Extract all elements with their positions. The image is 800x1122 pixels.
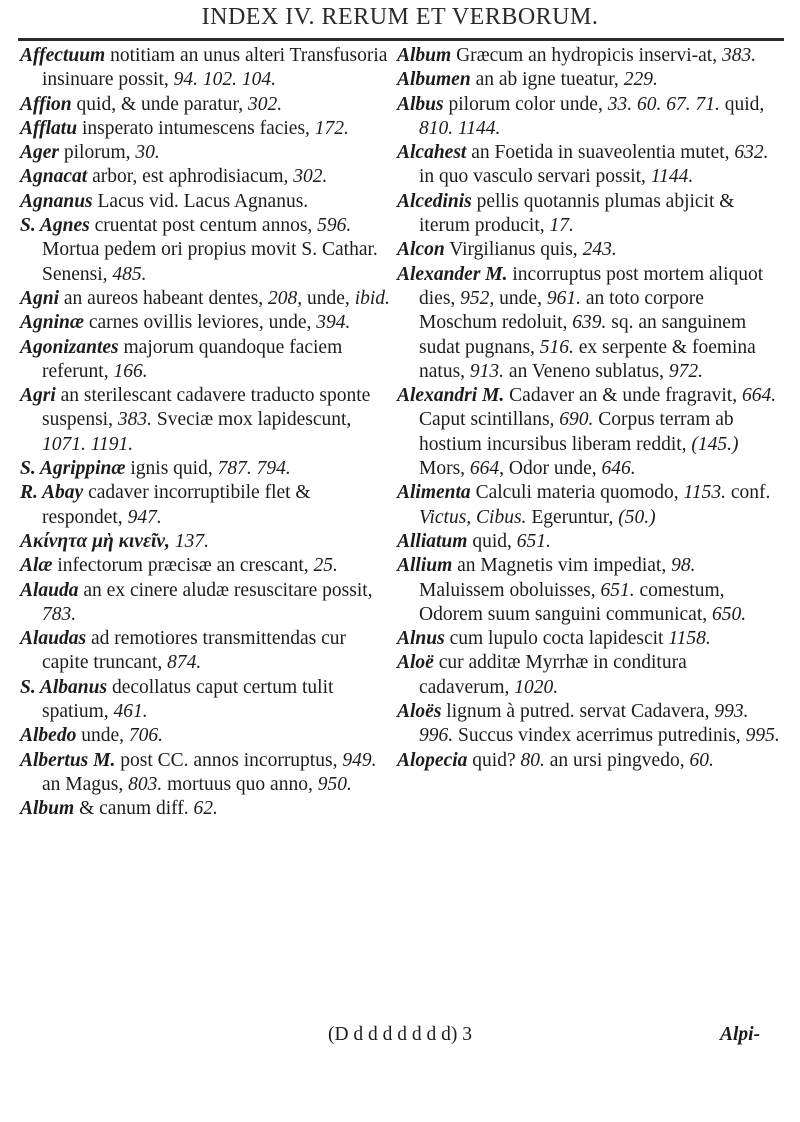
entry-text: an ab igne tueatur, [470,69,624,91]
entry-text: cur additæ Myrrhæ in conditura cadaverum, [419,652,687,698]
index-entry [20,44,392,93]
entry-text: quid, & unde paratur, [71,93,248,115]
page-reference: 60. [689,749,714,771]
entry-text: an Magus, [42,773,129,795]
page-reference: 30. [135,142,160,164]
entry-text: Cadaver an & unde fragravit, [504,385,742,407]
entry-headword: Alaudas [20,628,87,650]
entry-text: unde, [76,725,129,747]
entry-headword: Agni [20,287,60,309]
page-reference: (50.) [618,506,656,528]
entry-headword: Ακίνητα μὴ κινεῖν, [20,530,170,552]
entry-text: carnes ovillis leviores, unde, [83,312,317,334]
entry-text: Mortua pedem ori propius movit S. Cathar. Senensi, [42,239,378,285]
entry-headword: Agnanus [20,190,93,212]
page-reference: 706. [128,725,163,747]
index-entry [397,384,782,481]
index-entry [20,457,392,481]
entry-headword: Aloës [397,701,442,723]
entry-headword: Affion [20,93,72,115]
index-entry [20,530,392,554]
entry-headword: Agninæ [20,312,84,334]
entry-text: cum lupulo cocta lapidescit [444,628,669,650]
entry-headword: S. Albanus [20,676,108,698]
page-reference: 787. 794. [217,458,291,480]
page-reference: 461. [113,701,148,723]
page-reference: 229. [623,69,658,91]
page-reference: 394. [316,312,351,334]
index-entry [397,554,782,627]
entry-headword: Alæ [20,555,53,577]
entry-text: cadaver incorruptibile flet & respondet, [42,482,311,528]
index-entry [397,44,782,68]
entry-text: an toto corpore Moschum redoluit, [419,287,704,334]
index-entry [397,481,782,530]
index-entry [397,190,782,239]
entry-text: ex serpente & foemina natus, [419,336,756,382]
entry-text: in quo vasculo servari possit, [419,166,651,188]
page-reference: 913. [469,360,505,382]
page-reference: 810. 1144. [419,117,501,139]
entry-text: pilorum color unde, [443,93,608,115]
entry-text: Succus vindex acerrimus putredinis, [453,725,746,747]
entry-headword: Alexandri M. [397,385,505,407]
entry-text: cruentat post centum annos, [89,215,318,237]
entry-text: Corpus terram ab hostium incursibus liberam reddit, [419,409,734,455]
page-reference: 516. [539,336,574,358]
page-reference: 664, [469,458,505,480]
entry-text: ad remotiores transmittendas cur capite truncant, [42,628,347,674]
page-reference: 1071. 1191. [42,433,134,455]
entry-headword: Alexander M. [397,263,508,285]
index-entry [20,93,392,117]
page-reference: 995. [745,725,780,747]
page-reference: 62. [193,798,218,820]
index-entry [397,93,782,142]
index-entry [20,287,392,311]
entry-text: post CC. annos incorruptus, [115,749,343,771]
entry-text: Græcum an hydropicis inservi-at, [451,45,722,66]
index-entry [397,627,782,651]
index-entry [20,749,392,798]
entry-text: quid? [467,749,521,771]
entry-text: Sveciæ mox lapidescunt, [151,409,352,431]
entry-text: majorum quandoque faciem referunt, [42,336,343,382]
page-reference: 98. [671,555,696,577]
entry-text: pilorum, [59,142,136,164]
entry-headword: Ager [20,142,59,164]
entry-text: pellis quotannis plumas abjicit & iterum producit, [419,190,735,237]
page-reference: 80. [520,749,545,771]
page-reference: 949. [342,749,377,771]
page-reference: 243. [582,239,617,261]
index-entry [397,749,782,773]
entry-text: decollatus caput certum tulit spatium, [42,676,334,723]
entry-text: incorruptus post mortem aliquot dies, [419,263,764,309]
entry-text: an Foetida in suaveolentia mutet, [466,142,735,164]
entry-text: Virgilianus quis, [444,239,583,261]
entry-text: an ex cinere aludæ resuscitare possit, [78,579,373,601]
entry-text: Calculi materia quomodo, [470,482,684,504]
index-entry [20,797,392,821]
page-reference: 950. [317,773,352,795]
entry-text: an sterilescant cadavere traducto sponte suspensi, [42,385,371,431]
index-entry [20,676,392,725]
page-reference: 208, [268,287,303,309]
page-reference: 137. [169,530,209,552]
page-reference: 25. [313,555,338,577]
entry-headword: Album [20,798,75,820]
index-entry [20,190,392,214]
entry-text: Caput scintillans, [419,409,560,431]
entry-text: conf. [725,482,771,504]
page-reference: ibid. [354,287,390,309]
entry-text: lignum à putred. servat Cadavera, [441,701,715,723]
page-reference: (145.) [691,433,739,455]
page-reference: 690. [559,409,594,431]
right-column [397,44,782,773]
entry-headword: Albus [397,93,444,115]
entry-headword: Agnacat [20,166,88,188]
index-entry [20,579,392,628]
entry-headword: Alopecia [397,749,468,771]
entry-headword: Album [397,45,452,66]
page-reference: 650. [712,603,747,625]
index-entry [20,311,392,335]
page-reference: 33. 60. 67. 71. [607,93,720,115]
page-reference: 1153. [683,482,726,504]
entry-headword: S. Agrippinæ [20,458,126,480]
page-reference: 651. [600,579,635,601]
page-reference: 17. [549,215,574,237]
page-reference: 803. [128,773,163,795]
entry-headword: Affectuum [20,45,106,66]
page-reference: 94. 102. 104. [173,69,276,91]
entry-text: arbor, est aphrodisiacum, [87,166,294,188]
index-entry [397,68,782,92]
entry-headword: Agonizantes [20,336,119,358]
page-reference: 172. [314,117,349,139]
index-entry [20,481,392,530]
entry-headword: Albumen [397,69,471,91]
page-reference: 947. [127,506,162,528]
catchword: Alpi- [720,1024,761,1045]
entry-headword: Alimenta [397,482,471,504]
left-column [20,44,392,822]
index-entry [397,651,782,700]
index-entry [397,263,782,384]
page-header: INDEX IV. RERUM ET VERBORUM. [201,4,599,30]
entry-text: comestum, Odorem suum sanguini communicat, [419,579,725,625]
entry-text: Mors, [419,458,470,480]
page-reference: 485. [112,263,147,285]
index-entry [20,384,392,457]
page-reference: 874. [167,652,202,674]
index-entry [20,627,392,676]
entry-text: & canum diff. [74,798,194,820]
header-rule [18,38,784,41]
entry-headword: Alauda [20,579,79,601]
entry-text: an Magnetis vim impediat, [452,555,672,577]
index-entry [20,141,392,165]
index-entry [20,554,392,578]
entry-headword: Agri [20,385,56,407]
index-entry [397,141,782,190]
page-reference: 383. [117,409,152,431]
signature-mark: (D d d d d d d d) 3 [327,1024,473,1045]
entry-headword: R. Abay [20,482,84,504]
page-reference: 302. [293,166,328,188]
entry-headword: Alliatum [397,530,468,552]
entry-text: quid, [719,93,765,115]
index-entry [20,117,392,141]
entry-text: quid, [467,530,517,552]
page-reference: 596. [317,215,352,237]
entry-text: unde, [494,287,547,309]
entry-text: mortuus quo anno, [162,773,318,795]
index-entry [20,165,392,189]
entry-headword: Aloë [397,652,434,674]
index-entry [397,700,782,749]
entry-text: an aureos habeant dentes, [59,287,269,309]
page-reference: 1144. [650,166,694,188]
entry-headword: Alcon [397,239,445,261]
entry-headword: Albedo [20,725,77,747]
entry-headword: Albertus M. [20,749,116,771]
page-reference: 1020. [514,676,559,698]
index-entry [20,214,392,287]
entry-headword: Afflatu [20,117,78,139]
page-reference: 639. [572,312,607,334]
page-reference: 302. [247,93,283,115]
entry-headword: Allium [397,555,453,577]
page-reference: 993. 996. [419,701,749,747]
index-entry [397,530,782,554]
page-reference: 646. [601,458,636,480]
page-reference: Victus, Cibus. [419,506,527,528]
entry-text: notitiam an unus alteri Transfusoria insinuare possit, [42,45,388,91]
entry-text: infectorum præcisæ an crescant, [52,555,314,577]
entry-text: Odor unde, [504,458,602,480]
page-reference: 632. [734,142,769,164]
page-reference: 961. [546,287,581,309]
entry-text: sq. an sanguinem sudat pugnans, [419,312,747,358]
page-reference: 651. [516,530,551,552]
entry-headword: Alcahest [397,142,467,164]
entry-text: Lacus vid. Lacus Agnanus. [92,190,309,212]
entry-headword: Alnus [397,628,445,650]
index-entry [20,336,392,385]
page-reference: 952, [460,287,495,309]
index-entry [397,238,782,262]
page-reference: 783. [42,603,77,625]
entry-text: an Veneno sublatus, [504,360,669,382]
page-reference: 1158. [668,628,711,650]
entry-text: an ursi pingvedo, [544,749,690,771]
entry-text: ignis quid, [125,458,218,480]
entry-headword: S. Agnes [20,215,90,237]
entry-headword: Alcedinis [397,190,472,212]
entry-text: unde, [302,287,355,309]
entry-text: Egeruntur, [526,506,619,528]
page-reference: 664. [741,385,777,407]
page-reference: 383. [721,45,757,66]
entry-text: Maluissem oboluisses, [419,579,601,601]
entry-text: insperato intumescens facies, [77,117,315,139]
page-reference: 972. [668,360,703,382]
index-entry [20,724,392,748]
page-reference: 166. [113,360,148,382]
